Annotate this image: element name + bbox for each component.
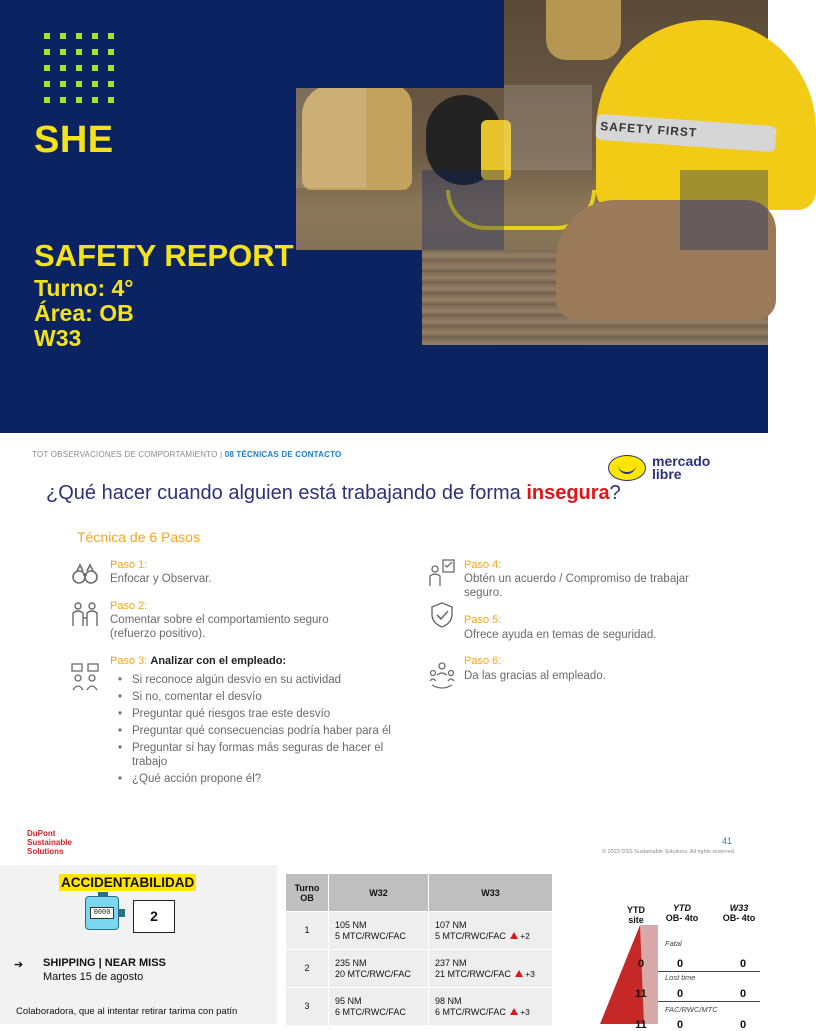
turno-line: Turno: 4° — [34, 275, 134, 301]
cell-line: 98 NM — [435, 995, 462, 1006]
cell-line: 6 MTC/RWC/FAC — [435, 1006, 506, 1017]
grid-dot — [60, 65, 66, 71]
header-line: site — [628, 915, 644, 925]
cover-slide — [0, 0, 768, 433]
grid-dot — [44, 97, 50, 103]
grid-dot — [44, 33, 50, 39]
dupont-line-3: Solutions — [27, 847, 64, 856]
step-3-bullets — [118, 673, 408, 789]
header-line: OB- 4to — [665, 913, 699, 923]
people-talk-icon — [71, 600, 99, 628]
accident-panel — [0, 865, 277, 1024]
grid-dot — [108, 81, 114, 87]
grid-dot — [108, 65, 114, 71]
technique-subtitle: Técnica de 6 Pasos — [77, 529, 200, 545]
grid-dot — [76, 33, 82, 39]
header-line: W33 — [729, 903, 749, 913]
w33-lost-time-value: 0 — [739, 988, 747, 1000]
header-line: OB- 4to — [722, 913, 756, 923]
grid-dot — [76, 65, 82, 71]
logo-text: mercado libre — [652, 453, 711, 482]
table-row — [286, 912, 553, 950]
grid-dot — [108, 33, 114, 39]
step-6-title: Paso 6: — [464, 655, 502, 667]
cell-line: 5 MTC/RWC/FAC — [435, 930, 506, 941]
step-1-title: Paso 1: — [110, 559, 148, 571]
step-3-bold: Analizar con el empleado: — [150, 655, 287, 667]
question-text: ¿Qué hacer cuando alguien está trabajando de forma — [46, 482, 527, 504]
dupont-line-1: DuPont — [27, 829, 56, 838]
handshake-icon — [608, 455, 646, 481]
checker-overlay — [296, 0, 768, 433]
grid-dot — [92, 33, 98, 39]
cell-line: 21 MTC/RWC/FAC — [435, 968, 511, 979]
grid-dot — [44, 65, 50, 71]
table-cell — [429, 912, 553, 950]
page-number: 41 — [722, 836, 733, 846]
fac-label: FAC/RWC/MTC — [665, 1005, 718, 1014]
site-fatal-value: 0 — [637, 958, 645, 970]
area-line: Área: OB — [34, 300, 134, 326]
arrow-right-icon: ➔ — [14, 959, 24, 971]
table-cell: 2 — [286, 950, 329, 988]
step-3-label: Paso 3: — [110, 655, 148, 667]
ytd-panel — [570, 865, 768, 1031]
grid-dot — [92, 65, 98, 71]
table-header: Turno OB — [286, 874, 329, 912]
delta-value: +2 — [520, 930, 530, 941]
step-2-text: Comentar sobre el comportamiento seguro (refuerzo positivo). — [110, 614, 329, 640]
cell-line: 237 NM — [435, 957, 467, 968]
site-lost-time-value: 11 — [635, 988, 647, 1000]
step-3-title — [110, 655, 286, 667]
event-type: SHIPPING | NEAR MISS — [43, 957, 166, 969]
safety-report-title: SAFETY REPORT — [34, 238, 294, 273]
step-4-text: Obtén un acuerdo / Compromiso de trabajar seguro. — [464, 573, 690, 599]
list-item: • Preguntar qué riesgos trae este desvío — [118, 707, 408, 721]
grid-dot — [108, 97, 114, 103]
header-line: YTD — [673, 903, 691, 913]
list-item: • Preguntar qué consecuencias podría haber para él — [118, 724, 408, 738]
step-6-text: Da las gracias al empleado. — [464, 670, 606, 682]
site-fac-value: 11 — [635, 1019, 647, 1031]
grid-dot — [60, 81, 66, 87]
weekly-table — [285, 873, 553, 1026]
delta-value: +3 — [520, 1006, 530, 1017]
site-header — [618, 905, 654, 925]
grid-dot — [92, 97, 98, 103]
grid-dot — [76, 49, 82, 55]
week-line: W33 — [34, 325, 82, 351]
group-thanks-icon — [428, 661, 456, 689]
step-4-title: Paso 4: — [464, 559, 502, 571]
checklist-person-icon — [428, 559, 456, 587]
list-item: • ¿Qué acción propone él? — [118, 772, 408, 786]
list-item: • Si no, comentar el desvío — [118, 690, 408, 704]
up-triangle-icon — [515, 970, 523, 977]
breadcrumb-current: 08 TÉCNICAS DE CONTACTO — [224, 450, 342, 459]
divider — [658, 971, 760, 972]
list-item: • Si reconoce algún desvío en su actividad — [118, 673, 408, 687]
shield-check-icon — [428, 601, 456, 629]
counter-display: 0000 — [90, 907, 114, 919]
ob-w33-header — [718, 903, 760, 923]
grid-dot — [92, 81, 98, 87]
up-triangle-icon — [510, 1008, 518, 1015]
event-description: Colaboradora, que al intentar retirar tarima con patín — [16, 1006, 238, 1017]
w33-fatal-value: 0 — [739, 958, 747, 970]
she-title: SHE — [34, 119, 114, 161]
divider — [658, 1001, 760, 1002]
dupont-logo — [27, 829, 72, 856]
step-5-text: Ofrece ayuda en temas de seguridad. — [464, 629, 657, 641]
binoculars-icon — [71, 560, 99, 588]
grid-dot — [108, 49, 114, 55]
cell-line: 105 NM — [335, 919, 367, 930]
copyright: © 2023 DSS Sustainable Solutions. All rights reserved. — [602, 849, 736, 855]
table-cell — [429, 988, 553, 1026]
dupont-line-2: Sustainable — [27, 838, 72, 847]
step-2-title: Paso 2: — [110, 600, 148, 612]
table-header: W32 — [329, 874, 429, 912]
w33-fac-value: 0 — [739, 1019, 747, 1031]
table-row — [286, 950, 553, 988]
table-cell — [329, 950, 429, 988]
delta-value: +3 — [525, 968, 535, 979]
step-1-text: Enfocar y Observar. — [110, 573, 212, 585]
breadcrumb: TOT OBSERVACIONES DE COMPORTAMIENTO | 08 TÉCNICAS DE CONTACTO — [32, 450, 342, 459]
question-heading — [46, 482, 621, 505]
up-triangle-icon — [510, 932, 518, 939]
table-row — [286, 988, 553, 1026]
cell-line: 5 MTC/RWC/FAC — [335, 930, 406, 941]
people-chat-icon — [71, 663, 99, 691]
question-highlight: insegura — [526, 482, 610, 504]
grid-dot — [60, 97, 66, 103]
ytd-fatal-value: 0 — [676, 958, 684, 970]
ob-ytd-header — [662, 903, 702, 923]
cell-line: 95 NM — [335, 995, 362, 1006]
cell-line: 107 NM — [435, 919, 467, 930]
table-header: W33 — [429, 874, 553, 912]
dot-grid-decoration — [44, 33, 120, 109]
ytd-fac-value: 0 — [676, 1019, 684, 1031]
question-mark: ? — [609, 482, 621, 504]
safety-pyramid — [570, 865, 660, 1024]
grid-dot — [76, 97, 82, 103]
accident-title: ACCIDENTABILIDAD — [61, 875, 195, 890]
step-5-title: Paso 5: — [464, 614, 502, 626]
cell-line: 20 MTC/RWC/FAC — [335, 968, 411, 979]
lost-time-label: Lost time — [665, 973, 696, 982]
fatal-label: Fatal — [665, 939, 682, 948]
header-line: YTD — [627, 905, 645, 915]
report-slide — [0, 865, 768, 1031]
event-date: Martes 15 de agosto — [43, 971, 144, 983]
grid-dot — [60, 33, 66, 39]
table-cell: 3 — [286, 988, 329, 1026]
cell-line: 6 MTC/RWC/FAC — [335, 1006, 406, 1017]
grid-dot — [60, 49, 66, 55]
grid-dot — [92, 49, 98, 55]
helmet-label: SAFETY FIRST — [599, 119, 698, 140]
technique-slide — [0, 433, 768, 865]
counter-icon — [85, 896, 119, 930]
table-cell — [329, 912, 429, 950]
table-cell — [429, 950, 553, 988]
breadcrumb-section: TOT OBSERVACIONES DE COMPORTAMIENTO — [32, 450, 218, 459]
accident-count: 2 — [133, 900, 175, 933]
ytd-lost-time-value: 0 — [676, 988, 684, 1000]
table-cell: 1 — [286, 912, 329, 950]
grid-dot — [44, 49, 50, 55]
list-item: • Preguntar si hay formas más seguras de hacer el trabajo — [118, 741, 408, 769]
grid-dot — [76, 81, 82, 87]
cell-line: 235 NM — [335, 957, 367, 968]
table-cell — [329, 988, 429, 1026]
grid-dot — [44, 81, 50, 87]
